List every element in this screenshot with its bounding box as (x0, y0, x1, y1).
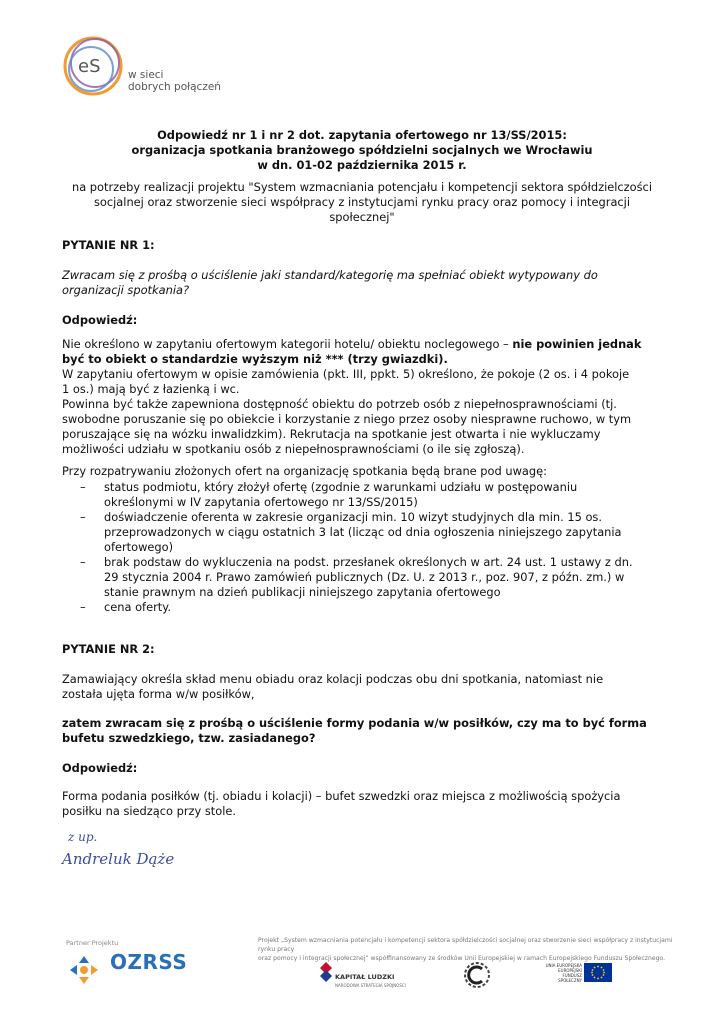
question-1-line-2: organizacji spotkania? (62, 283, 190, 297)
criteria-item (62, 555, 662, 600)
eu-line-3: FUNDUSZ SPOŁECZNY (558, 973, 582, 983)
question-2-text (62, 672, 662, 702)
criteria-3-line-3: stanie prawnym na dzień publikacji niniejszego zapytania ofertowego (104, 585, 501, 599)
criteria-dash: – (80, 600, 86, 614)
project-footer-line-1: Projekt „System wzmacniania potencjału i kompetencji sektora spółdzielczości socjalnej oraz stworzenie sieci współpracy z instytucjami rynku pracy (258, 937, 673, 953)
criteria-3-line-1: brak podstaw do wykluczenia na podst. przesłanek określonych w art. 24 ust. 1 ustawy z dn. (104, 555, 633, 569)
criteria-4-line-1: cena oferty. (104, 600, 171, 614)
intro-line-2: socjalnej oraz stworzenie sieci współpracy z instytucjami rynku pracy oraz pomocy i integracji (93, 195, 631, 209)
economy-circle-logo (462, 960, 492, 990)
title-line-3: w dn. 01-02 października 2015 r. (257, 158, 467, 172)
answer-2-heading: Odpowiedź: (62, 761, 138, 775)
logo-mark: eS (78, 56, 101, 77)
criteria-2-line-2: przeprowadzonych w ciągu ostatnich 3 lat (licząc od dnia ogłoszenia niniejszego zapytania (104, 525, 622, 539)
title-line-2: organizacja spotkania branżowego spółdzielni socjalnych we Wrocławiu (131, 143, 593, 157)
document-title (62, 128, 662, 173)
intro-paragraph (62, 180, 662, 225)
criteria-2-line-1: doświadczenie oferenta w zakresie organizacji min. 10 wizyt studyjnych dla min. 15 os. (104, 510, 602, 524)
criteria-2-line-3: ofertowego) (104, 540, 174, 554)
intro-line-1: na potrzeby realizacji projektu "System wzmacniania potencjału i kompetencji sektora spółdzielczości (71, 180, 652, 194)
project-footer-line-2: oraz pomocy i integracji społecznej” współfinansowany ze środków Unii Europejskiej w ramach Europejskiego Funduszu Społecznego. (258, 955, 666, 962)
handwritten-signature (60, 826, 190, 876)
answer-1-p3-line-2: swobodne poruszanie się po obiekcie i korzystanie z niego przez osoby niesprawne ruchowo, w tym (62, 412, 632, 426)
ozrss-logo-text: OZRSS (110, 950, 188, 974)
question-2-bold (62, 716, 662, 746)
question-2-line-1: Zamawiający określa skład menu obiadu oraz kolacji podczas obu dni spotkania, natomiast nie (62, 672, 604, 686)
project-footer-text (258, 936, 678, 963)
criteria-item (62, 510, 662, 555)
criteria-list (62, 480, 662, 615)
kapital-ludzki-subtitle: NARODOWA STRATEGIA SPÓJNOŚCI (335, 983, 406, 988)
criteria-item (62, 600, 662, 615)
logo-line-2: dobrych połączeń (128, 81, 221, 93)
eu-line-1: UNIA EUROPEJSKA (545, 963, 582, 968)
answer-1-heading: Odpowiedź: (62, 313, 138, 327)
answer-1-bold-a: nie powinien jednak (512, 337, 642, 351)
question-2-bold-line-2: bufetu szwedzkiego, tzw. zasiadanego? (62, 731, 316, 745)
question-2-bold-line-1: zatem zwracam się z prośbą o uściślenie formy podania w/w posiłków, czy ma to być forma (62, 716, 647, 730)
signature-line-1: z up. (68, 830, 98, 844)
question-2-line-2: została ujęta forma w/w posiłków, (62, 687, 255, 701)
answer-1-plain: Nie określono w zapytaniu ofertowym kategorii hotelu/ obiektu noclegowego – (62, 337, 513, 351)
answer-1-p3-line-4: możliwości udziału w spotkaniu osób z niepełnosprawnościami (o ile się zgłoszą). (62, 442, 525, 456)
criteria-1-line-2: określonymi w IV zapytania ofertowego nr 13/SS/2015) (104, 495, 418, 509)
answer-1-p3-line-1: Powinna być także zapewniona dostępność obiektu do potrzeb osób z niepełnosprawnościami (tj. (62, 397, 617, 411)
question-1-line-1: Zwracam się z prośbą o uściślenie jaki standard/kategorię ma spełniać obiekt wytypowany do (62, 268, 598, 282)
logo-line-1: w sieci (128, 69, 164, 81)
eu-flag-icon (584, 963, 612, 982)
signature-line-2: Andreluk Dąże (62, 850, 175, 868)
title-line-1: Odpowiedź nr 1 i nr 2 dot. zapytania ofertowego nr 13/SS/2015: (157, 128, 567, 142)
criteria-item (62, 480, 662, 510)
answer-1-bold-b: być to obiekt o standardzie wyższym niż *** (trzy gwiazdki). (62, 352, 448, 366)
answer-2-line-1: Forma podania posiłków (tj. obiadu i kolacji) – bufet szwedzki oraz miejsca z możliwością spożycia (62, 789, 621, 803)
logo-tagline (128, 69, 221, 93)
answer-2-text (62, 789, 662, 819)
answer-1-p2-line-1: W zapytaniu ofertowym w opisie zamówienia (pkt. III, ppkt. 5) określono, że pokoje (2 os. i 4 pokoje (62, 367, 630, 381)
question-1-text (62, 268, 662, 298)
eu-fund-text (544, 963, 582, 983)
criteria-dash: – (80, 480, 86, 494)
criteria-1-line-1: status podmiotu, który złożył ofertę (zgodnie z warunkami udziału w postępowaniu (104, 480, 578, 494)
criteria-dash: – (80, 555, 86, 569)
criteria-3-line-2: 29 stycznia 2004 r. Prawo zamówień publicznych (Dz. U. z 2013 r., poz. 907, z późn. zm.) w (104, 570, 625, 584)
question-1-heading: PYTANIE NR 1: (62, 238, 155, 252)
es-logo (58, 30, 228, 105)
question-2-heading: PYTANIE NR 2: (62, 642, 155, 656)
partner-label: Partner Projektu (66, 939, 119, 947)
answer-1-paragraph-1 (62, 337, 662, 457)
eu-line-2: EUROPEJSKI (558, 968, 582, 973)
answer-2-line-2: posiłku na siedząco przy stole. (62, 804, 237, 818)
criteria-dash: – (80, 510, 86, 524)
kapital-ludzki-title: KAPITAŁ LUDZKI (335, 973, 395, 981)
answer-1-p2-line-2: 1 os.) mają być z łazienką i wc. (62, 382, 240, 396)
answer-1-p3-line-3: poruszające się na wózku inwalidzkim). Rekrutacja na spotkanie jest otwarta i nie wykluczamy (62, 427, 601, 441)
criteria-intro: Przy rozpatrywaniu złożonych ofert na organizację spotkania będą brane pod uwagę: (62, 464, 547, 478)
intro-line-3: społecznej" (329, 210, 395, 224)
